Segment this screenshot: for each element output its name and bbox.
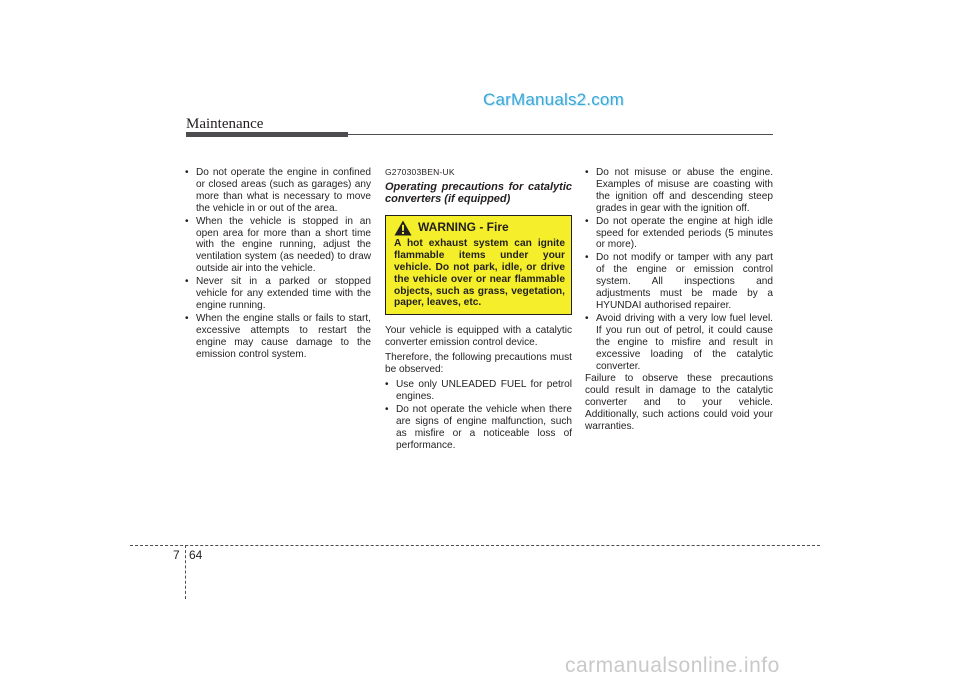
warning-box bbox=[385, 215, 572, 315]
page-number: 64 bbox=[189, 548, 203, 562]
list-item: • Avoid driving with a very low fuel level. If you run out of petrol, it could cause the engine to misfire and result in excessive loading of the catalytic converter. bbox=[585, 312, 773, 372]
column-1 bbox=[185, 167, 371, 362]
bullet-list bbox=[585, 167, 773, 372]
list-item: • Do not misuse or abuse the engine. Examples of misuse are coasting with the ignition off and descending steep grades in gear with the ignition off. bbox=[585, 167, 773, 214]
chapter-number: 7 bbox=[173, 548, 180, 562]
watermark-carmanuals2: CarManuals2.com bbox=[483, 90, 624, 109]
list-item: • When the engine stalls or fails to start, excessive attempts to restart the engine may cause damage to the emission control system. bbox=[185, 312, 371, 360]
list-item: • Do not modify or tamper with any part of the engine or emission control system. All inspections and adjustments must be made by a HYUNDAI authorised repairer. bbox=[585, 252, 773, 311]
warning-triangle-icon bbox=[394, 220, 412, 236]
section-heading: Operating precautions for catalytic converters (if equipped) bbox=[385, 180, 572, 205]
warning-text: A hot exhaust system can ignite flammable items under your vehicle. Do not park, idle, or drive the vehicle over or near flammable objects, such as grass, vegetation, paper, leaves, etc. bbox=[394, 237, 565, 309]
warning-title: WARNING - Fire bbox=[418, 219, 509, 234]
list-item: • Do not operate the vehicle when there are signs of engine malfunction, such as misfire or a noticeable loss of performance. bbox=[385, 403, 572, 451]
footer-rule bbox=[130, 545, 820, 546]
list-item: • Use only UNLEADED FUEL for petrol engines. bbox=[385, 378, 572, 402]
column-3 bbox=[585, 167, 773, 436]
watermark-carmanualsonline: carmanualsonline.info bbox=[565, 654, 780, 677]
bullet-list bbox=[385, 379, 572, 451]
list-item: • Do not operate the engine in confined or closed areas (such as garages) any more than what is necessary to move the vehicle in or out of the area. bbox=[185, 167, 371, 214]
list-item: • Do not operate the engine at high idle speed for extended periods (5 minutes or more). bbox=[585, 215, 773, 251]
bullet-list bbox=[185, 167, 371, 361]
column-2 bbox=[385, 167, 572, 452]
paragraph: Therefore, the following precautions must be observed: bbox=[385, 352, 572, 376]
list-item: • When the vehicle is stopped in an open area for more than a short time with the engine running, adjust the ventilation system (as needed) to draw outside air into the vehicle. bbox=[185, 215, 371, 275]
section-code: G270303BEN-UK bbox=[385, 167, 455, 177]
paragraph: Your vehicle is equipped with a catalytic converter emission control device. bbox=[385, 325, 572, 349]
paragraph: Failure to observe these precautions could result in damage to the catalytic converter and to your vehicle. Additionally, such actions could void your warranties. bbox=[585, 373, 773, 433]
footer-divider bbox=[185, 545, 186, 599]
header-rule bbox=[348, 134, 773, 135]
section-title: Maintenance bbox=[186, 116, 264, 132]
header-bar bbox=[186, 132, 348, 137]
list-item: • Never sit in a parked or stopped vehicle for any extended time with the engine running. bbox=[185, 276, 371, 311]
